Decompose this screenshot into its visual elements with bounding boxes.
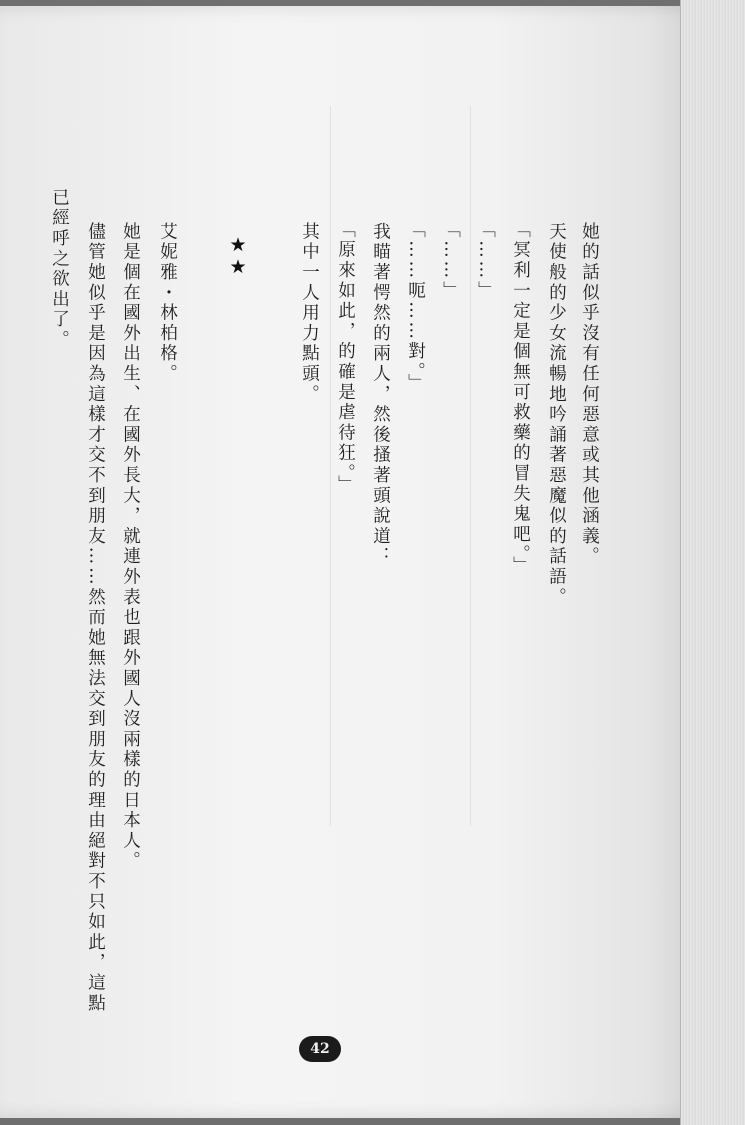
show-through-line bbox=[330, 106, 331, 826]
text-line-3: 「冥利一定是個無可救藥的冒失鬼吧。」 bbox=[510, 220, 531, 577]
text-line-5: 「……」 bbox=[440, 220, 461, 302]
text-line-8: 「原來如此，的確是虐待狂。」 bbox=[335, 220, 356, 496]
text-line-7: 我瞄著愕然的兩人，然後搔著頭說道： bbox=[370, 222, 391, 568]
text-line-1: 她的話似乎沒有任何惡意或其他涵義。 bbox=[579, 222, 600, 568]
text-line-11: 她是個在國外出生、在國外長大，就連外表也跟外國人沒兩樣的日本人。 bbox=[120, 222, 141, 872]
text-line-10: 艾妮雅・林柏格。 bbox=[157, 222, 178, 385]
text-line-4: 「……」 bbox=[475, 220, 496, 302]
section-break-stars: ★★ bbox=[227, 234, 249, 278]
text-line-12: 儘管她似乎是因為這樣才交不到朋友……然而她無法交到朋友的理由絕對不只如此，這點 bbox=[85, 222, 106, 1014]
text-line-9: 其中一人用力點頭。 bbox=[299, 222, 320, 405]
book-page bbox=[0, 6, 706, 1118]
text-line-2: 天使般的少女流暢地吟誦著惡魔似的話語。 bbox=[546, 222, 567, 608]
text-line-6: 「……呃……對。」 bbox=[405, 220, 426, 394]
page-stack-edge bbox=[680, 0, 745, 1125]
page-number: 42 bbox=[310, 1041, 330, 1057]
page-number-badge bbox=[299, 1036, 341, 1062]
text-line-13: 已經呼之欲出了。 bbox=[49, 188, 70, 351]
show-through-line bbox=[470, 106, 471, 826]
